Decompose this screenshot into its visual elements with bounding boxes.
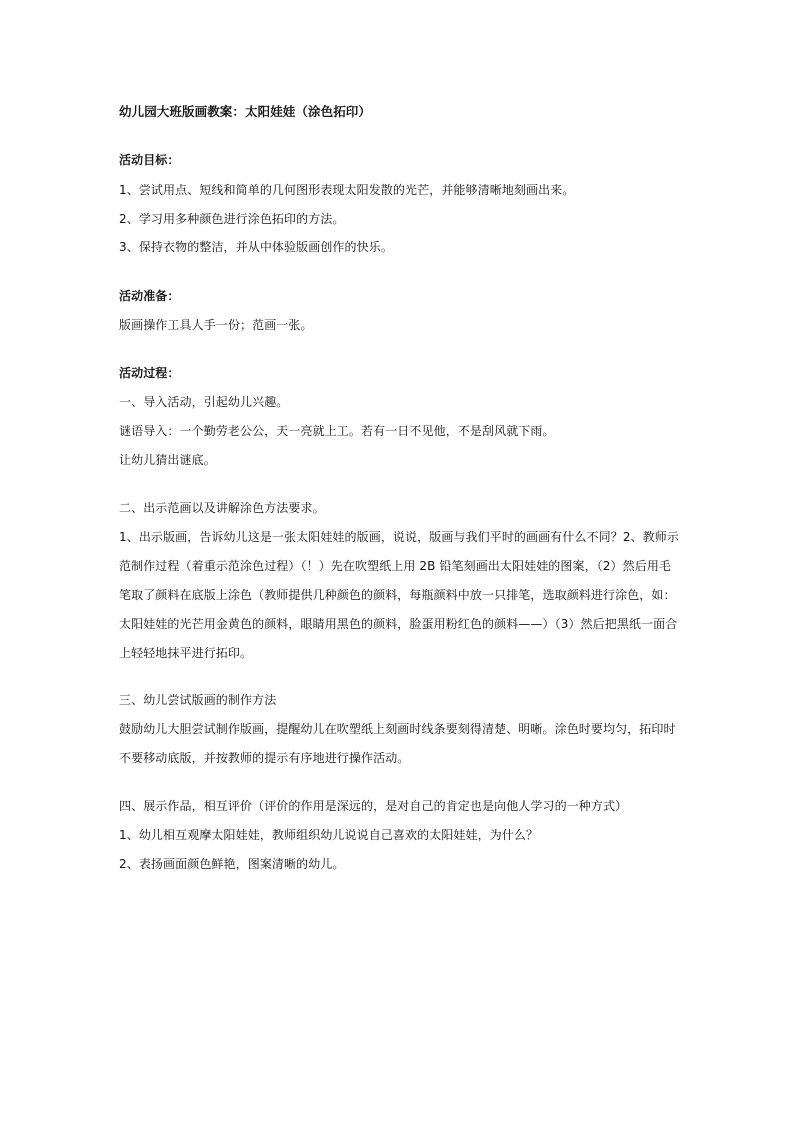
step1-riddle: 谜语导入：一个勤劳老公公，天一亮就上工。若有一日不见他，不是刮风就下雨。 <box>119 424 555 438</box>
step2-line: 1、出示版画，告诉幼儿这是一张太阳娃娃的版画，说说，版画与我们平时的画画有什么不同？2、教师示 <box>119 530 679 544</box>
document-title: 幼儿园大班版画教案：太阳娃娃（涂色拓印） <box>119 104 372 119</box>
step2-line: 范制作过程（着重示范涂色过程）（！）先在吹塑纸上用 2B 铅笔刻画出太阳娃娃的图案，（2）然后用毛 <box>119 559 672 573</box>
goal-item: 1、尝试用点、短线和简单的几何图形表现太阳发散的光芒，并能够清晰地刻画出来。 <box>119 183 575 197</box>
step2-line: 笔取了颜料在底版上涂色（教师提供几种颜色的颜料，每瓶颜料中放一只排笔，选取颜料进行涂色，如： <box>119 588 676 602</box>
preparation-heading: 活动准备： <box>119 289 180 303</box>
step4-item: 2、表扬画面颜色鲜艳，图案清晰的幼儿。 <box>119 857 345 871</box>
step3-line: 不要移动底版，并按教师的提示有序地进行操作活动。 <box>119 751 410 765</box>
step2-line: 上轻轻地抹平进行拓印。 <box>119 646 253 660</box>
step4-title: 四、展示作品，相互评价（评价的作用是深远的，是对自己的肯定也是向他人学习的一种方式） <box>119 799 628 813</box>
step2-title: 二、出示范画以及讲解涂色方法要求。 <box>119 501 325 515</box>
preparation-text: 版画操作工具人手一份；范画一张。 <box>119 318 313 332</box>
goals-heading: 活动目标： <box>119 153 180 167</box>
step4-item: 1、幼儿相互观摩太阳娃娃，教师组织幼儿说说自己喜欢的太阳娃娃，为什么？ <box>119 828 539 842</box>
step3-title: 三、幼儿尝试版画的制作方法 <box>119 693 277 707</box>
step3-line: 鼓励幼儿大胆尝试制作版画，提醒幼儿在吹塑纸上刻画时线条要刻得清楚、明晰。涂色时要均匀，拓印时 <box>119 722 676 736</box>
process-heading: 活动过程： <box>119 366 180 380</box>
goal-item: 3、保持衣物的整洁，并从中体验版画创作的快乐。 <box>119 240 393 254</box>
step1-title: 一、导入活动，引起幼儿兴趣。 <box>119 395 289 409</box>
step2-line: 太阳娃娃的光芒用金黄色的颜料，眼睛用黑色的颜料，脸蛋用粉红色的颜料——）（3）然后把黑纸一面合 <box>119 617 678 631</box>
step1-guess: 让幼儿猜出谜底。 <box>119 453 216 467</box>
goal-item: 2、学习用多种颜色进行涂色拓印的方法。 <box>119 212 345 226</box>
